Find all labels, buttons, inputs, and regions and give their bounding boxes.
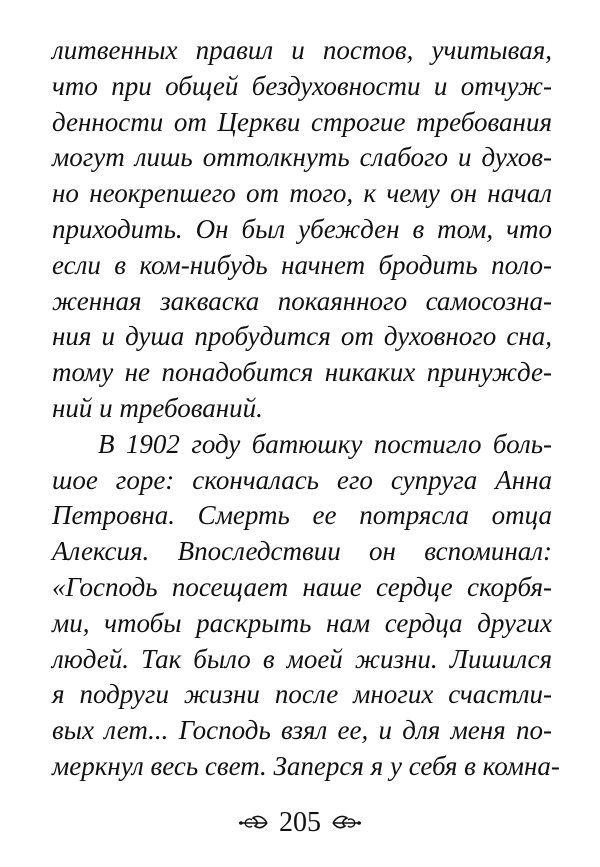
text-line: меркнул весь свет. Заперся я у себя в комна- xyxy=(52,750,560,781)
text-line: Алексия. Впоследствии он вспоминал: xyxy=(52,536,552,567)
text-line: я подруги жизни после многих счастли- xyxy=(52,679,552,710)
body-text xyxy=(52,33,560,785)
page-number: 205 xyxy=(279,807,321,838)
text-line: что при общей бездуховности и отчуж- xyxy=(52,70,552,101)
paragraph-1 xyxy=(52,33,552,427)
text-line: литвенных правил и постов, учитывая, xyxy=(52,35,552,65)
text-line: ми, чтобы раскрыть нам сердца других xyxy=(52,607,552,638)
text-line: Петровна. Смерть ее потрясла отца xyxy=(52,500,552,531)
text-line: «Господь посещает наше сердце скорбя- xyxy=(52,571,552,602)
text-line: женная закваска покаянного самосозна- xyxy=(52,285,552,316)
text-line: могут лишь оттолкнуть слабого и духов- xyxy=(52,142,552,173)
text-line: денности от Церкви строгие требования xyxy=(52,106,552,137)
page-footer xyxy=(0,803,600,843)
text-line: тому не понадобится никаких принужде- xyxy=(52,357,552,388)
text-line: вых лет... Господь взял ее, и для меня по- xyxy=(52,715,552,746)
text-line: но неокрепшего от того, к чему он начал xyxy=(52,178,552,209)
text-line: ния и душа пробудится от духовного сна, xyxy=(52,321,552,352)
text-line: В 1902 году батюшку постигло боль- xyxy=(98,428,552,459)
text-line: шое горе: скончалась его супруга Анна xyxy=(52,464,552,495)
paragraph-2 xyxy=(52,427,560,785)
text-line: ний и требований. xyxy=(52,392,263,423)
left-flourish-icon xyxy=(237,812,269,834)
text-line: людей. Так было в моей жизни. Лишился xyxy=(52,643,552,674)
text-line: приходить. Он был убежден в том, что xyxy=(52,213,552,244)
text-line: если в ком-нибудь начнет бродить поло- xyxy=(52,249,552,280)
right-flourish-icon xyxy=(331,812,363,834)
